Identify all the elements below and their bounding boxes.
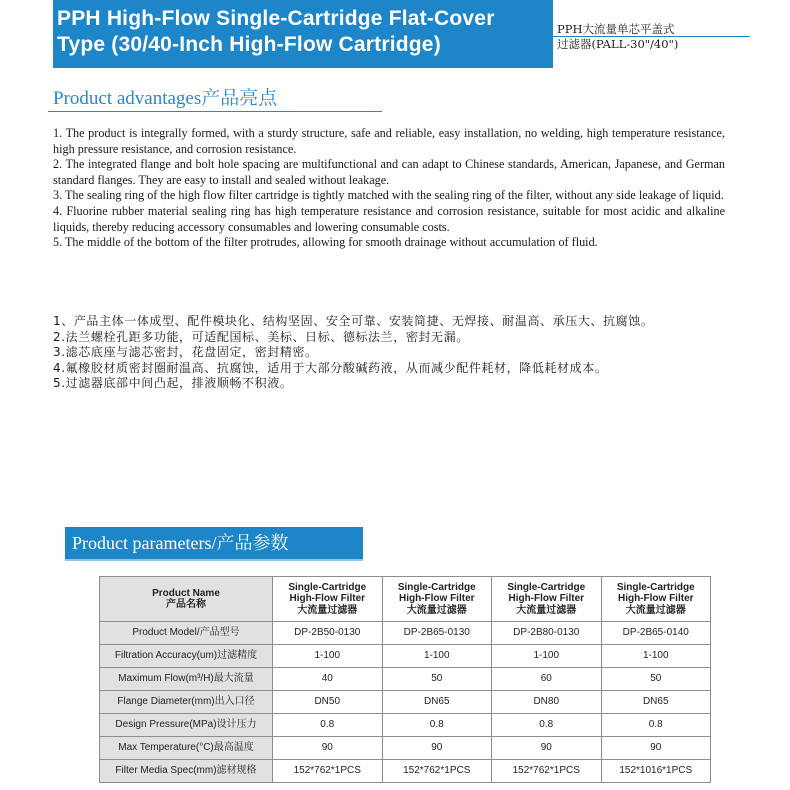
table-cell: 0.8: [601, 714, 711, 737]
table-cell: 1-100: [601, 645, 711, 668]
row-label: Product Model/产品型号: [100, 622, 273, 645]
row-label: Maximum Flow(m³/H)最大流量: [100, 668, 273, 691]
table-row: [100, 737, 711, 760]
advantages-list-cn: [53, 314, 725, 392]
header-rule: [553, 36, 750, 37]
advantage-en-5: 5. The middle of the bottom of the filter protrudes, allowing for smooth drainage without accumulation of fluid.: [53, 235, 598, 250]
row-label: Design Pressure(MPa)设计压力: [100, 714, 273, 737]
table-cell: 152*762*1PCS: [382, 760, 492, 783]
page-title: PPH High-Flow Single-Cartridge Flat-Cover Type (30/40-Inch High-Flow Cartridge): [57, 7, 495, 56]
table-header-row: [100, 577, 711, 622]
table-cell: 60: [492, 668, 602, 691]
table-cell: 50: [382, 668, 492, 691]
parameters-title-shadow: [65, 559, 363, 561]
table-cell: 50: [601, 668, 711, 691]
table-cell: 152*762*1PCS: [492, 760, 602, 783]
table-row: [100, 645, 711, 668]
row-label: Filter Media Spec(mm)滤材规格: [100, 760, 273, 783]
table-cell: DP-2B65-0140: [601, 622, 711, 645]
row-label: Filtration Accuracy(um)过滤精度: [100, 645, 273, 668]
advantage-cn-4: 4.氟橡胶材质密封圈耐温高、抗腐蚀，适用于大部分酸碱药液，从而减少配件耗材，降低耗材成本。: [53, 360, 608, 375]
table-cell: 0.8: [382, 714, 492, 737]
parameters-title: Product parameters/产品参数: [72, 533, 289, 553]
advantage-cn-3: 3.滤芯底座与滤芯密封，花盘固定，密封精密。: [53, 345, 318, 360]
table-cell: DN80: [492, 691, 602, 714]
table-cell: 90: [382, 737, 492, 760]
advantage-en-1: 1. The product is integrally formed, with a sturdy structure, safe and reliable, easy installation, no welding, high temperature resistance, high pressure resistance, and corrosion resistance.: [53, 126, 725, 156]
table-row: [100, 714, 711, 737]
table-cell: 90: [601, 737, 711, 760]
table-cell: DP-2B50-0130: [273, 622, 383, 645]
advantage-cn-5: 5.过滤器底部中间凸起，排液顺畅不积液。: [53, 376, 293, 391]
table-cell: 90: [492, 737, 602, 760]
table-header-cell: Single-Cartridge High-Flow Filter 大流量过滤器: [601, 577, 711, 622]
advantages-list-en: [53, 126, 725, 251]
table-cell: DN65: [601, 691, 711, 714]
table-header-cell: Single-Cartridge High-Flow Filter 大流量过滤器: [273, 577, 383, 622]
table-row: [100, 668, 711, 691]
table-header-label: Product Name 产品名称: [100, 577, 273, 622]
advantage-en-2: 2. The integrated flange and bolt hole spacing are multifunctional and can adapt to Chinese standards, American, Japanese, and German standard flanges. They are easy to install and sealed without leakage.: [53, 157, 725, 187]
table-cell: 1-100: [273, 645, 383, 668]
table-row: [100, 760, 711, 783]
table-cell: 152*762*1PCS: [273, 760, 383, 783]
advantage-en-3: 3. The sealing ring of the high flow filter cartridge is tightly matched with the sealing ring of the filter, without any side leakage of liquid.: [53, 188, 724, 203]
advantage-cn-1: 1、产品主体一体成型、配件模块化、结构坚固、安全可靠、安装简捷、无焊接、耐温高、承压大、抗腐蚀。: [53, 314, 654, 328]
table-header-cell: Single-Cartridge High-Flow Filter 大流量过滤器: [382, 577, 492, 622]
table-cell: DN65: [382, 691, 492, 714]
row-label: Max Temperature(°C)最高温度: [100, 737, 273, 760]
advantage-cn-2: 2.法兰螺栓孔距多功能，可适配国标、美标、日标、德标法兰，密封无漏。: [53, 329, 469, 344]
table-cell: DN50: [273, 691, 383, 714]
table-cell: 90: [273, 737, 383, 760]
parameters-table: [99, 576, 711, 783]
table-cell: 40: [273, 668, 383, 691]
advantage-en-4: 4. Fluorine rubber material sealing ring has high temperature resistance and corrosion resistance, suitable for most acidic and alkaline liquids, thereby reducing accessory consumables and lowering consumable costs.: [53, 203, 725, 234]
table-header-cell: Single-Cartridge High-Flow Filter 大流量过滤器: [492, 577, 602, 622]
advantages-title: Product advantages产品亮点: [53, 88, 278, 109]
table-row: [100, 622, 711, 645]
advantages-underline: [48, 111, 382, 112]
table-cell: DP-2B80-0130: [492, 622, 602, 645]
page-subtitle-cn: PPH大流量单芯平盖式 过滤器(PALL-30"/40"): [557, 22, 679, 51]
table-cell: DP-2B65-0130: [382, 622, 492, 645]
table-cell: 0.8: [492, 714, 602, 737]
row-label: Flange Diameter(mm)出入口径: [100, 691, 273, 714]
table-cell: 1-100: [382, 645, 492, 668]
table-cell: 152*1016*1PCS: [601, 760, 711, 783]
table-cell: 1-100: [492, 645, 602, 668]
table-cell: 0.8: [273, 714, 383, 737]
table-row: [100, 691, 711, 714]
